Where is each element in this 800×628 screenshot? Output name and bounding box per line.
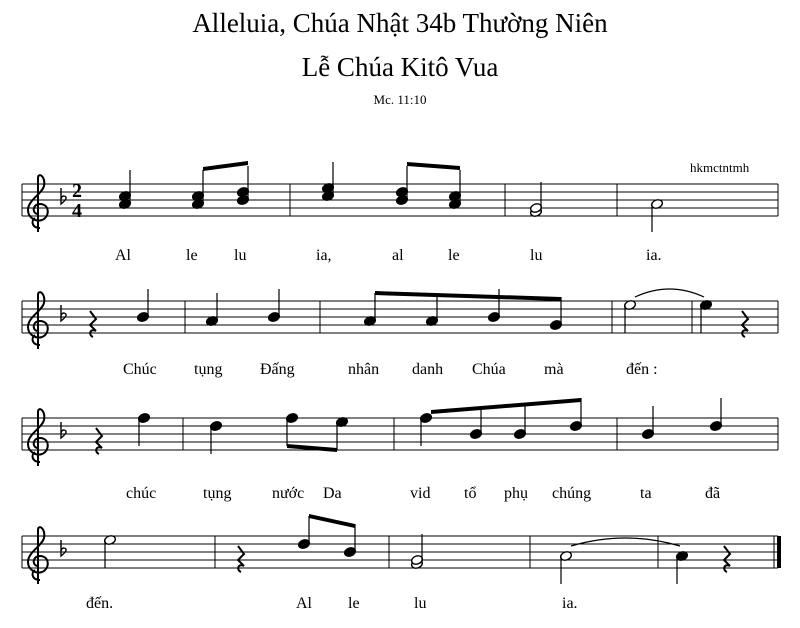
beam [375, 291, 561, 301]
staff-system-3 [22, 398, 778, 466]
tie [571, 538, 680, 546]
beam [287, 444, 337, 452]
lyric-syllable: phụ [504, 485, 528, 502]
lyric-syllable: lu [414, 595, 427, 612]
lyric-syllable: Đấng [260, 361, 295, 378]
lyric-syllable: le [348, 595, 360, 612]
flat-sign-icon [61, 305, 66, 321]
lyric-syllable: le [448, 247, 460, 264]
page-subtitle: Lễ Chúa Kitô Vua [301, 52, 499, 82]
flat-sign-icon [61, 188, 66, 204]
flat-sign-icon [61, 422, 66, 438]
lyric-syllable: ta [640, 485, 652, 502]
lyric-syllable: Chúa [472, 361, 506, 378]
lyric-syllable: lu [530, 247, 543, 264]
lyric-syllable: danh [412, 361, 444, 378]
lyric-syllable: nhân [348, 361, 380, 378]
lyric-syllable: Da [323, 485, 342, 502]
lyric-syllable: tụng [203, 485, 232, 502]
composer-name: hkmctntmh [690, 160, 750, 175]
beam [407, 162, 460, 170]
lyric-syllable: đã [705, 485, 721, 502]
lyric-syllable: tổ [464, 485, 477, 502]
beam [203, 161, 248, 171]
tie [635, 289, 704, 297]
lyric-syllable: đến : [626, 361, 658, 378]
lyric-syllable: mà [544, 361, 564, 378]
beam [431, 398, 581, 414]
staff-system-4 [22, 514, 781, 584]
lyric-syllable: ia. [562, 595, 578, 612]
final-barline [777, 536, 781, 568]
lyric-syllable: ia. [646, 247, 662, 264]
lyric-syllable: nước [272, 485, 305, 502]
lyric-syllable: Chúc [123, 361, 157, 378]
staff-system-2 [22, 289, 778, 349]
page-title: Alleluia, Chúa Nhật 34b Thường Niên [192, 8, 608, 38]
lyric-syllable: ia, [316, 247, 332, 264]
lyric-syllable: chúc [126, 485, 157, 502]
beam [309, 514, 355, 528]
lyric-syllable: Al [115, 247, 131, 264]
lyric-syllable: lu [234, 247, 247, 264]
time-signature-bottom: 4 [72, 200, 82, 222]
scripture-reference: Mc. 11:10 [373, 92, 427, 107]
lyric-syllable: Al [296, 595, 312, 612]
lyric-syllable: chúng [552, 485, 592, 502]
lyric-syllable: le [186, 247, 198, 264]
lyric-syllable: vid [410, 485, 431, 502]
flat-sign-icon [61, 540, 66, 556]
lyric-syllable: al [392, 247, 404, 264]
lyric-syllable: tụng [194, 361, 223, 378]
staff-system-1 [22, 161, 778, 232]
time-signature-top: 2 [72, 180, 82, 202]
lyric-syllable: đến. [86, 595, 114, 612]
